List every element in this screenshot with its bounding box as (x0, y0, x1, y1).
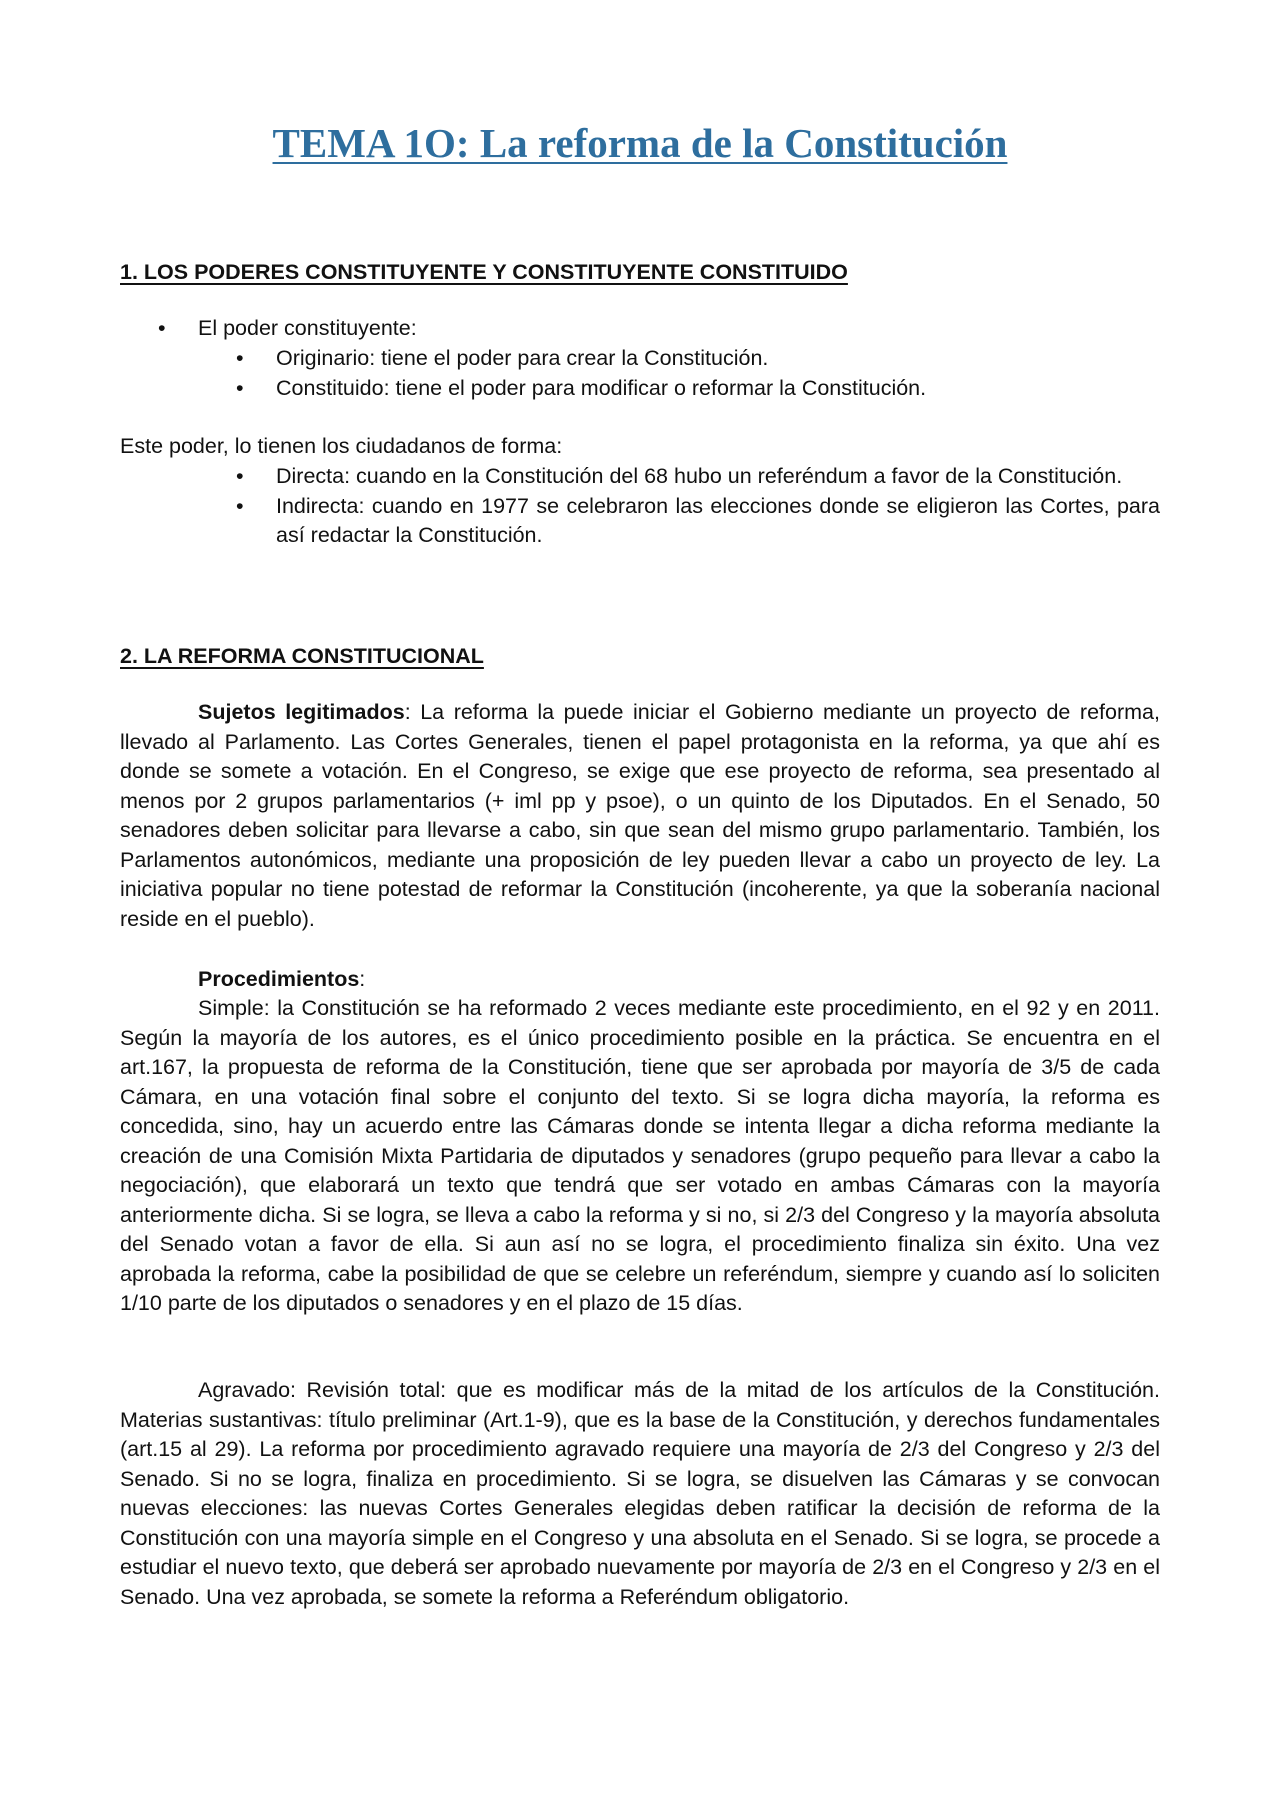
section-2-heading: 2. LA REFORMA CONSTITUCIONAL (120, 644, 484, 668)
aggravated-procedure-paragraph: Agravado: Revisión total: que es modificar más de la mitad de los artículos de la Constitución. Materias sustantivas: título preliminar (Art.1-9), que es la base de la Constitución, y derechos fundamentales (art.15 al 29). La reforma por procedimiento agravado requiere una mayoría de 2/3 del Congreso y 2/3 del Senado. Si no se logra, finaliza en procedimiento. Si se logra, se disuelven las Cámaras y se convocan nuevas elecciones: las nuevas Cortes Generales elegidas deben ratificar la decisión de reforma de la Constitución con una mayoría simple en el Congreso y una absoluta en el Senado. Si se logra, se procede a estudiar el nuevo texto, que deberá ser aprobado nuevamente por mayoría de 2/3 en el Congreso y 2/3 en el Senado. Una vez aprobada, se somete la reforma a Referéndum obligatorio. (120, 1378, 1160, 1609)
simple-procedure-paragraph: Simple: la Constitución se ha reformado 2 veces mediante este procedimiento, en el 92 y en 2011. Según la mayoría de los autores, es el único procedimiento posible en la práctica. Se encuentra en el art.167, la propuesta de reforma de la Constitución, tiene que ser aprobada por mayoría de 3/5 de cada Cámara, en una votación final sobre el conjunto del texto. Si se logra dicha mayoría, la reforma es concedida, sino, hay un acuerdo entre las Cámaras donde se intenta llegar a dicha reforma mediante la creación de una Comisión Mixta Partidaria de diputados y senadores (grupo pequeño para llevar a cabo la negociación), que elaborará un texto que tendrá que ser votado en ambas Cámaras con la mayoría anteriormente dicha. Si se logra, se lleva a cabo la reforma y si no, si 2/3 del Congreso y la mayoría absoluta del Senado votan a favor de ella. Si aun así no se logra, el procedimiento finaliza sin éxito. Una vez aprobada la reforma, cabe la posibilidad de que se celebre un referéndum, siempre y cuando así lo soliciten 1/10 parte de los diputados o senadores y en el plazo de 15 días. (120, 996, 1160, 1315)
sujetos-paragraph (120, 698, 1160, 934)
bullet: • (158, 316, 166, 340)
list-item (120, 314, 417, 344)
constituent-power-list (120, 314, 417, 344)
bullet: • (236, 346, 244, 370)
document-title-text: TEMA 1O: La reforma de la Constitución (272, 120, 1008, 166)
list-item-text: El poder constituyente: (198, 316, 417, 340)
list-item-text: Originario: tiene el poder para crear la Constitución. (276, 346, 769, 370)
list-item-text: Constituido: tiene el poder para modificar o reformar la Constitución. (276, 375, 927, 400)
section-1-heading: 1. LOS PODERES CONSTITUYENTE Y CONSTITUYENTE CONSTITUIDO (120, 260, 848, 284)
sujetos-text: : La reforma la puede iniciar el Gobierno mediante un proyecto de reforma, llevado al Parlamento. Las Cortes Generales, tienen el papel protagonista en la reforma, ya que ahí es donde se somete a votación. En el Congreso, se exige que ese proyecto de reforma, sea presentado al menos por 2 grupos parlamentarios (+ iml pp y psoe), o un quinto de los Diputados. En el Senado, 50 senadores deben solicitar para llevarse a cabo, sin que sean del mismo grupo parlamentario. También, los Parlamentos autonómicos, mediante una proposición de ley pueden llevar a cabo un proyecto de ley. La iniciativa popular no tiene potestad de reformar la Constitución (incoherente, ya que la soberanía nacional reside en el pueblo). (120, 700, 1160, 931)
list-item (120, 462, 1160, 492)
list-item (120, 374, 1160, 404)
list-item (120, 492, 1160, 551)
bullet: • (236, 375, 244, 400)
bullet: • (236, 464, 244, 488)
bullet: • (236, 493, 244, 518)
forms-intro: Este poder, lo tienen los ciudadanos de forma: (120, 434, 563, 458)
list-item-text: Directa: cuando en la Constitución del 68 hubo un referéndum a favor de la Constitución. (276, 464, 1123, 488)
procedimientos-heading (198, 965, 365, 995)
sujetos-label: Sujetos legitimados (198, 700, 405, 724)
document-title (120, 118, 1160, 168)
forms-list (120, 462, 1160, 551)
procedimientos-colon: : (359, 967, 366, 991)
procedimientos-label: Procedimientos (198, 967, 360, 991)
list-item (120, 344, 1160, 374)
constituent-power-sublist (120, 344, 1160, 403)
list-item-text: Indirecta: cuando en 1977 se celebraron las elecciones donde se eligieron las Cortes, para así redactar la Constitución. (276, 493, 1160, 547)
